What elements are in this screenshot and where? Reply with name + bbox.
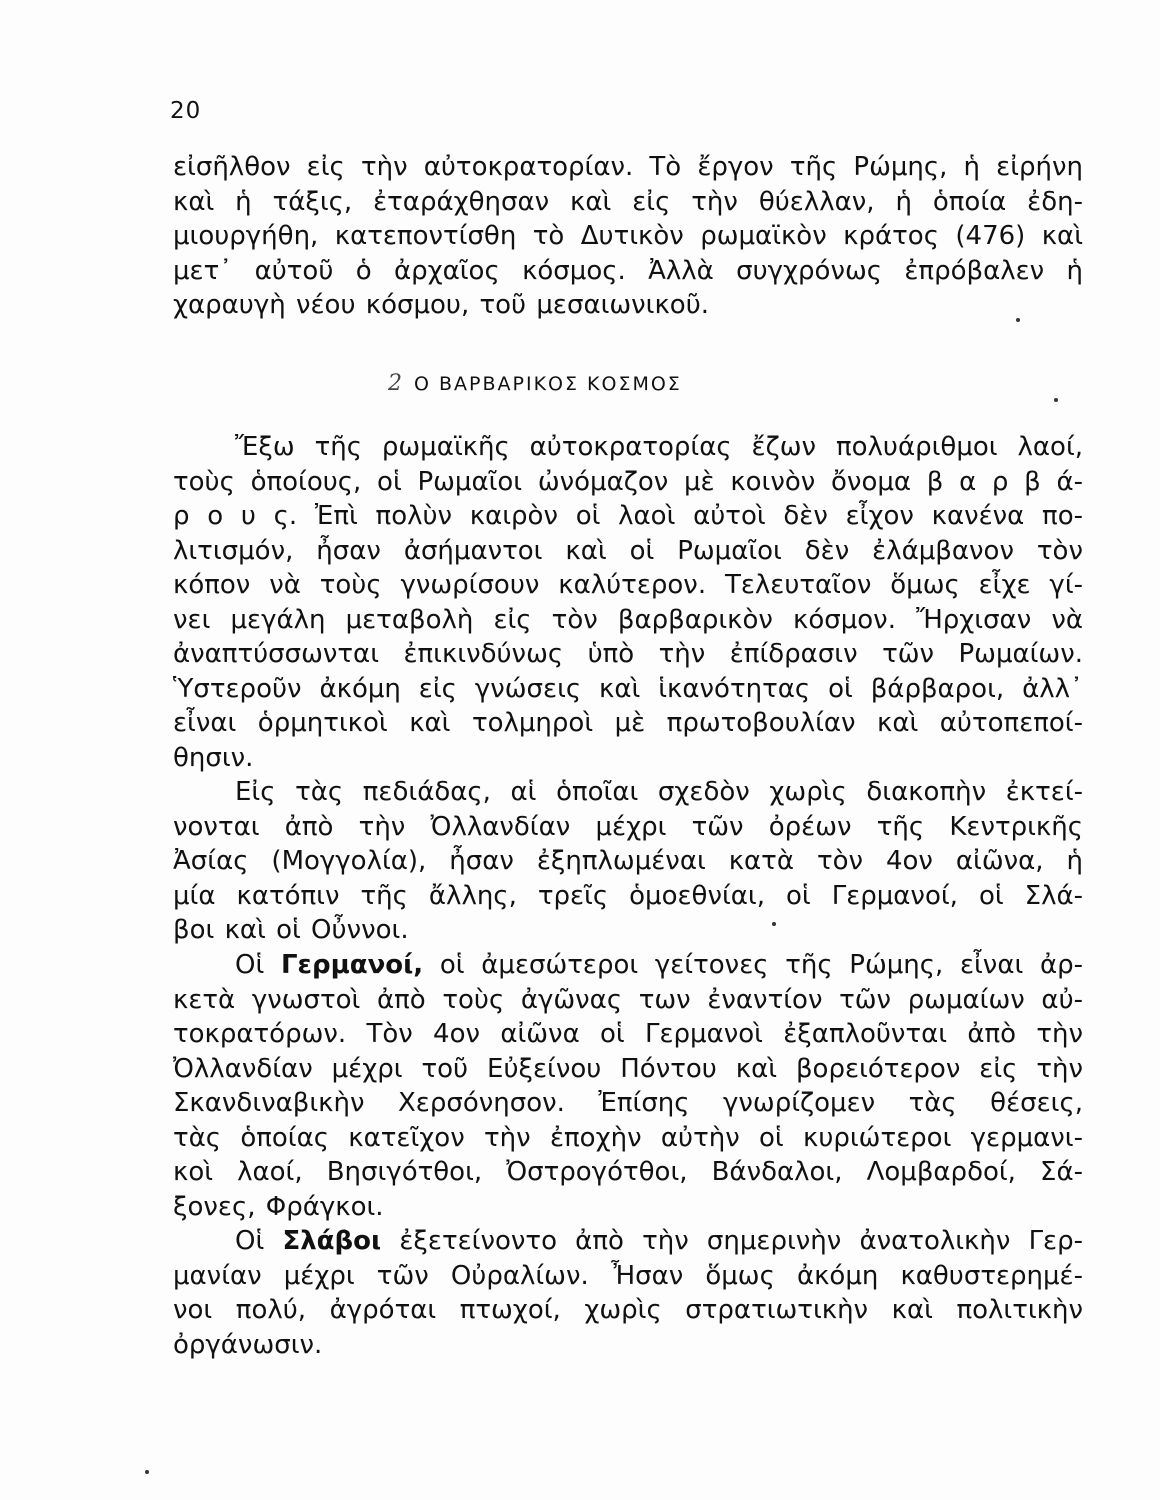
text-line: ὀργάνωσιν. xyxy=(173,1329,323,1360)
paragraph-slavs xyxy=(173,1224,1083,1362)
bold-term: Σλάβοι xyxy=(282,1226,382,1256)
text-line: μία κατόπιν τῆς ἄλλης, τρεῖς ὁμοεθνίαι, οἱ Γερμανοί, οἱ Σλά- xyxy=(173,880,1083,911)
text-line: μιουργήθη, κατεποντίσθη τὸ Δυτικὸν ρωμαϊκὸν κράτος (476) καὶ xyxy=(173,221,1083,251)
text-line: βοι καὶ οἱ Οὖννοι. xyxy=(173,915,409,945)
text-line: τὰς ὁποίας κατεῖχον τὴν ἐποχὴν αὐτὴν οἱ κυριώτεροι γερμανι- xyxy=(173,1122,1083,1153)
scan-speck xyxy=(145,1470,149,1474)
paragraph-intro xyxy=(173,150,1083,323)
paragraph-plains xyxy=(173,775,1083,948)
text-line: τοὺς ὁποίους, οἱ Ρωμαῖοι ὠνόμαζον μὲ κοινὸν ὄνομα β α ρ β ά- xyxy=(173,466,1083,497)
handwritten-mark: 2 xyxy=(388,371,404,396)
text-line: εἰσῆλθον εἰς τὴν αὐτοκρατορίαν. Τὸ ἔργον τῆς Ρώμης, ἡ εἰρήνη xyxy=(173,152,1083,182)
text-line: μετ᾽ αὐτοῦ ὁ ἀρχαῖος κόσμος. Ἀλλὰ συγχρόνως ἐπρόβαλεν ἡ xyxy=(173,255,1083,286)
paragraph-germans xyxy=(173,948,1083,1224)
text-line: κοὶ λαοί, Βησιγότθοι, Ὀστρογότθοι, Βάνδαλοι, Λομβαρδοί, Σά- xyxy=(173,1157,1083,1187)
text-line: Ἀσίας (Μογγολία), ἦσαν ἐξηπλωμέναι κατὰ τὸν 4ον αἰῶνα, ἡ xyxy=(173,846,1083,876)
text-line: Οἱ Σλάβοι ἐξετείνοντο ἀπὸ τὴν σημερινὴν ἀνατολικὴν Γερ- xyxy=(235,1226,1083,1256)
text-line: Ἔξω τῆς ρωμαϊκῆς αὐτοκρατορίας ἔζων πολυάριθμοι λαοί, xyxy=(235,432,1083,462)
text-line: χαραυγὴ νέου κόσμου, τοῦ μεσαιωνικοῦ. xyxy=(173,290,710,320)
text-line: νονται ἀπὸ τὴν Ὀλλανδίαν μέχρι τῶν ὀρέων τῆς Κεντρικῆς xyxy=(173,811,1083,842)
text-line: λιτισμόν, ἦσαν ἀσήμαντοι καὶ οἱ Ρωμαῖοι δὲν ἐλάμβανον τὸν xyxy=(173,535,1083,566)
text-line: νοι πολύ, ἀγρόται πτωχοί, χωρὶς στρατιωτικὴν καὶ πολιτικὴν xyxy=(173,1295,1083,1325)
text-line: Οἱ Γερμανοί, οἱ ἀμεσώτεροι γείτονες τῆς Ρώμης, εἶναι ἀρ- xyxy=(235,950,1083,980)
section-title: Ο ΒΑΡΒΑΡΙΚΟΣ ΚΟΣΜΟΣ xyxy=(414,372,682,395)
text-line: Ὑστεροῦν ἀκόμη εἰς γνώσεις καὶ ἱκανότητας οἱ βάρβαροι, ἀλλ᾽ xyxy=(173,673,1083,704)
text-line: καὶ ἡ τάξις, ἐταράχθησαν καὶ εἰς τὴν θύελλαν, ἡ ὁποία ἐδη- xyxy=(173,186,1083,217)
text-line: Σκανδιναβικὴν Χερσόνησον. Ἐπίσης γνωρίζομεν τὰς θέσεις, xyxy=(173,1088,1083,1118)
text-line: κετὰ γνωστοὶ ἀπὸ τοὺς ἀγῶνας των ἐναντίον τῶν ρωμαίων αὐ- xyxy=(173,984,1083,1015)
page-number: 20 xyxy=(170,98,202,124)
paragraph-barbarians xyxy=(173,430,1083,775)
bold-term: Γερμανοί, xyxy=(280,950,424,980)
text-line: ξονες, Φράγκοι. xyxy=(173,1191,384,1222)
scan-speck xyxy=(1054,398,1058,402)
text-line: θησιν. xyxy=(173,742,254,773)
scan-speck xyxy=(1016,318,1020,322)
text-line: μανίαν μέχρι τῶν Οὐραλίων. Ἦσαν ὅμως ἀκόμη καθυστερημέ- xyxy=(173,1260,1083,1291)
text-line: εἶναι ὁρμητικοὶ καὶ τολμηροὶ μὲ πρωτοβουλίαν καὶ αὐτοπεποί- xyxy=(173,708,1083,738)
text-line: νει μεγάλη μεταβολὴ εἰς τὸν βαρβαρικὸν κόσμον. Ἤρχισαν νὰ xyxy=(173,604,1083,635)
text-line: Εἰς τὰς πεδιάδας, αἱ ὁποῖαι σχεδὸν χωρὶς διακοπὴν ἐκτεί- xyxy=(235,777,1083,807)
text-line: τοκρατόρων. Τὸν 4ον αἰῶνα οἱ Γερμανοὶ ἐξαπλοῦνται ἀπὸ τὴν xyxy=(173,1019,1083,1049)
text-line: ρ ο υ ς. Ἐπὶ πολὺν καιρὸν οἱ λαοὶ αὐτοὶ δὲν εἶχον κανένα πο- xyxy=(173,501,1083,531)
section-heading xyxy=(388,371,682,396)
text-line: ἀναπτύσσωνται ἐπικινδύνως ὑπὸ τὴν ἐπίδρασιν τῶν Ρωμαίων. xyxy=(173,639,1083,669)
text-line: κόπον νὰ τοὺς γνωρίσουν καλύτερον. Τελευταῖον ὅμως εἶχε γί- xyxy=(173,570,1083,600)
text-line: Ὀλλανδίαν μέχρι τοῦ Εὐξείνου Πόντου καὶ βορειότερον εἰς τὴν xyxy=(173,1053,1083,1084)
scan-speck xyxy=(772,922,776,926)
